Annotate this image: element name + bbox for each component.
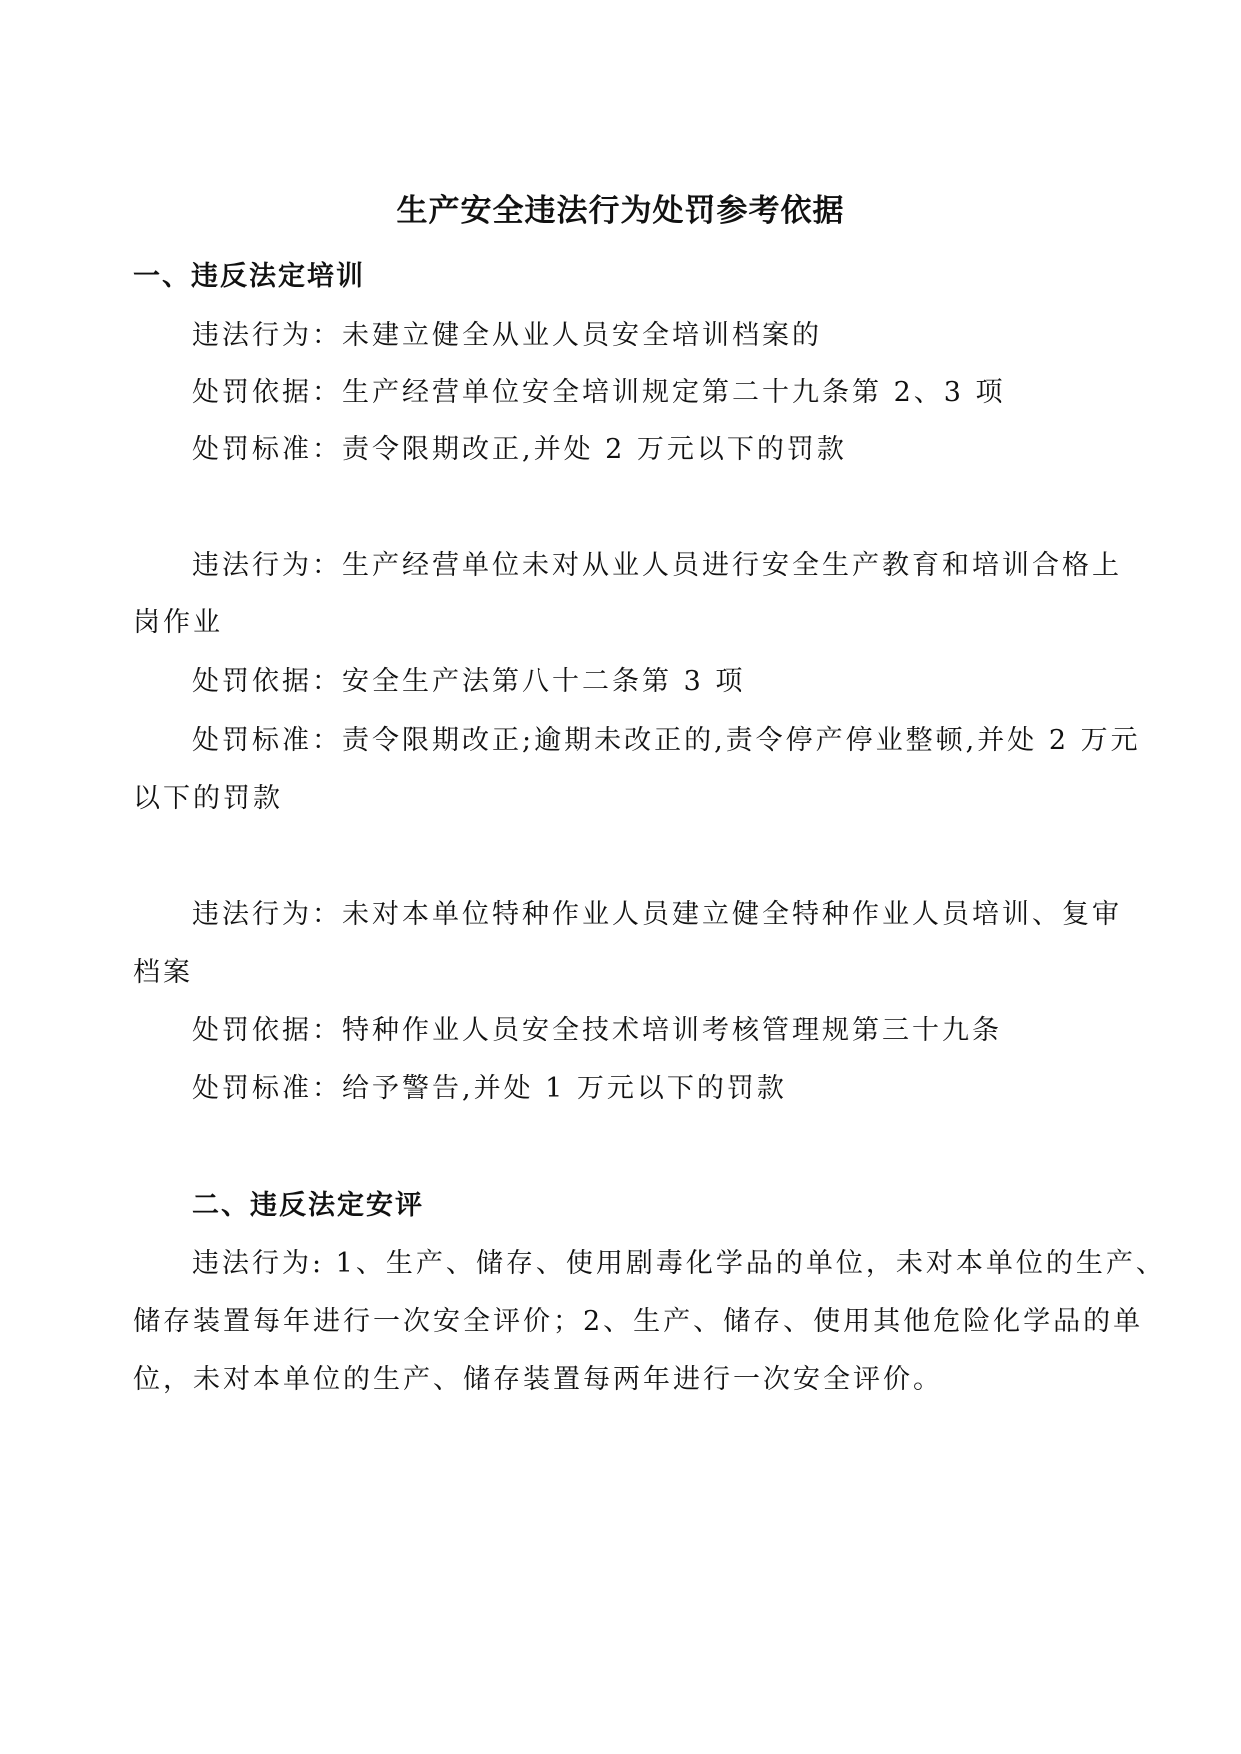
paragraph-line: 档案 (133, 957, 193, 988)
paragraph-line: 处罚依据：安全生产法第八十二条第 3 项 (192, 666, 746, 697)
paragraph-line: 储存装置每年进行一次安全评价；2、生产、储存、使用其他危险化学品的单 (133, 1306, 1144, 1337)
paragraph-line: 违法行为：生产经营单位未对从业人员进行安全生产教育和培训合格上 (192, 550, 1122, 581)
paragraph-line: 处罚标准：责令限期改正;逾期未改正的,责令停产停业整顿,并处 2 万元 (192, 725, 1141, 756)
paragraph-line: 处罚标准：给予警告,并处 1 万元以下的罚款 (192, 1073, 787, 1104)
section-heading-training: 一、违反法定培训 (133, 261, 365, 292)
document-title: 生产安全违法行为处罚参考依据 (396, 193, 845, 229)
section-heading-safety-evaluation: 二、违反法定安评 (192, 1190, 424, 1221)
paragraph-line: 违法行为：未对本单位特种作业人员建立健全特种作业人员培训、复审 (192, 899, 1122, 930)
paragraph-line: 岗作业 (133, 607, 223, 638)
paragraph-line: 处罚标准：责令限期改正,并处 2 万元以下的罚款 (192, 434, 847, 465)
paragraph-line: 违法行为：未建立健全从业人员安全培训档案的 (192, 320, 822, 351)
paragraph-line: 以下的罚款 (133, 783, 283, 814)
paragraph-line: 处罚依据：特种作业人员安全技术培训考核管理规第三十九条 (192, 1015, 1002, 1046)
paragraph-line: 违法行为: 1、生产、储存、使用剧毒化学品的单位，未对本单位的生产、 (192, 1248, 1166, 1279)
paragraph-line: 处罚依据：生产经营单位安全培训规定第二十九条第 2、3 项 (192, 377, 1006, 408)
paragraph-line: 位，未对本单位的生产、储存装置每两年进行一次安全评价。 (133, 1364, 943, 1395)
